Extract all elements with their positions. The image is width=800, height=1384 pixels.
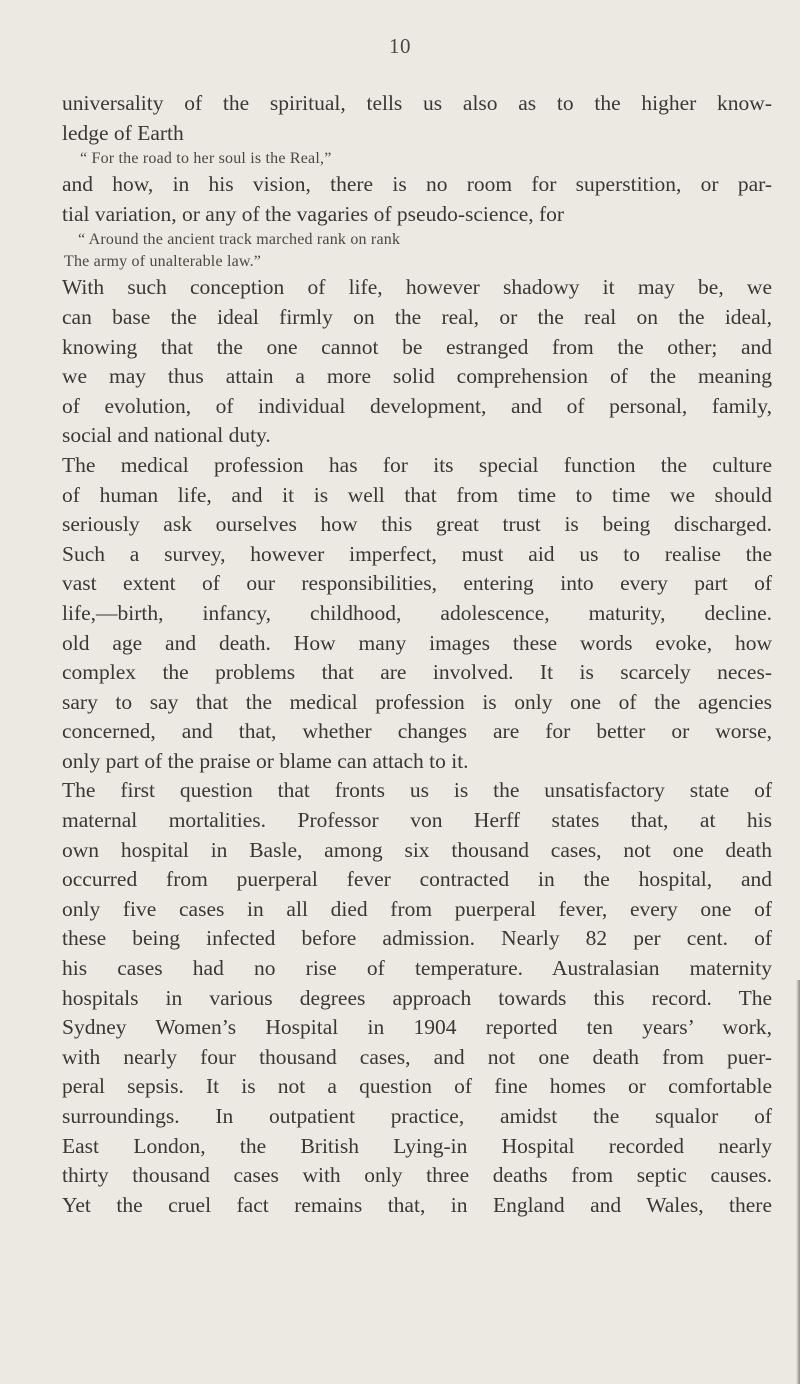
text-line: knowing that the one cannot be estranged from the other; and xyxy=(62,334,772,359)
text-line: Such a survey, however imperfect, must aid us to realise the xyxy=(62,541,772,566)
text-line: occurred from puerperal fever contracted in the hospital, and xyxy=(62,867,772,892)
text-line: seriously ask ourselves how this great trust is being discharged. xyxy=(62,512,772,537)
text-line: these being infected before admission. Nearly 82 per cent. of xyxy=(62,926,772,951)
text-line: with nearly four thousand cases, and not one death from puer- xyxy=(62,1044,772,1069)
text-line: Yet the cruel fact remains that, in England and Wales, there xyxy=(62,1192,772,1217)
text-line: own hospital in Basle, among six thousand cases, not one death xyxy=(62,837,772,862)
text-line: With such conception of life, however shadowy it may be, we xyxy=(62,275,772,300)
text-line: concerned, and that, whether changes are for better or worse, xyxy=(62,719,772,744)
text-line: East London, the British Lying-in Hospital recorded nearly xyxy=(62,1133,772,1158)
text-line: can base the ideal firmly on the real, or the real on the ideal, xyxy=(62,304,772,329)
text-line: sary to say that the medical profession is only one of the agencies xyxy=(62,689,772,714)
verse-quotation: “ Around the ancient track marched rank on rank xyxy=(78,231,401,249)
text-line: vast extent of our responsibilities, entering into every part of xyxy=(62,571,772,596)
page-edge-shadow xyxy=(796,980,800,1384)
text-line: thirty thousand cases with only three deaths from septic causes. xyxy=(62,1163,772,1188)
page-number: 10 xyxy=(389,34,411,58)
verse-quotation: “ For the road to her soul is the Real,” xyxy=(80,150,332,168)
text-line: we may thus attain a more solid comprehension of the meaning xyxy=(62,364,772,389)
text-line: old age and death. How many images these words evoke, how xyxy=(62,630,772,655)
text-line: tial variation, or any of the vagaries of pseudo-science, for xyxy=(62,201,565,226)
text-line: ledge of Earth xyxy=(62,120,184,145)
body-paragraphs xyxy=(62,273,772,1220)
page-text xyxy=(62,89,772,1220)
text-line: peral sepsis. It is not a question of fine homes or comfortable xyxy=(62,1074,772,1099)
text-line: of human life, and it is well that from time to time we should xyxy=(62,482,772,507)
text-line: complex the problems that are involved. It is scarcely neces- xyxy=(62,660,772,685)
text-line: social and national duty. xyxy=(62,423,271,448)
text-line: and how, in his vision, there is no room for superstition, or par- xyxy=(62,172,772,197)
verse-quotation: The army of unalterable law.” xyxy=(64,253,262,271)
text-line: hospitals in various degrees approach towards this record. The xyxy=(62,985,772,1010)
text-line: his cases had no rise of temperature. Australasian maternity xyxy=(62,956,772,981)
text-line: Sydney Women’s Hospital in 1904 reported ten years’ work, xyxy=(62,1015,772,1040)
text-line: universality of the spiritual, tells us also as to the higher know- xyxy=(62,91,772,115)
text-line: The first question that fronts us is the unsatisfactory state of xyxy=(62,778,772,803)
text-line: only part of the praise or blame can attach to it. xyxy=(62,748,469,773)
text-line: of evolution, of individual development, and of personal, family, xyxy=(62,393,772,418)
text-line: The medical profession has for its special function the culture xyxy=(62,452,772,477)
text-line: life,—birth, infancy, childhood, adolescence, maturity, decline. xyxy=(62,600,772,625)
text-line: surroundings. In outpatient practice, amidst the squalor of xyxy=(62,1104,772,1128)
text-line: maternal mortalities. Professor von Herff states that, at his xyxy=(62,808,772,833)
text-line: only five cases in all died from puerperal fever, every one of xyxy=(62,896,772,921)
